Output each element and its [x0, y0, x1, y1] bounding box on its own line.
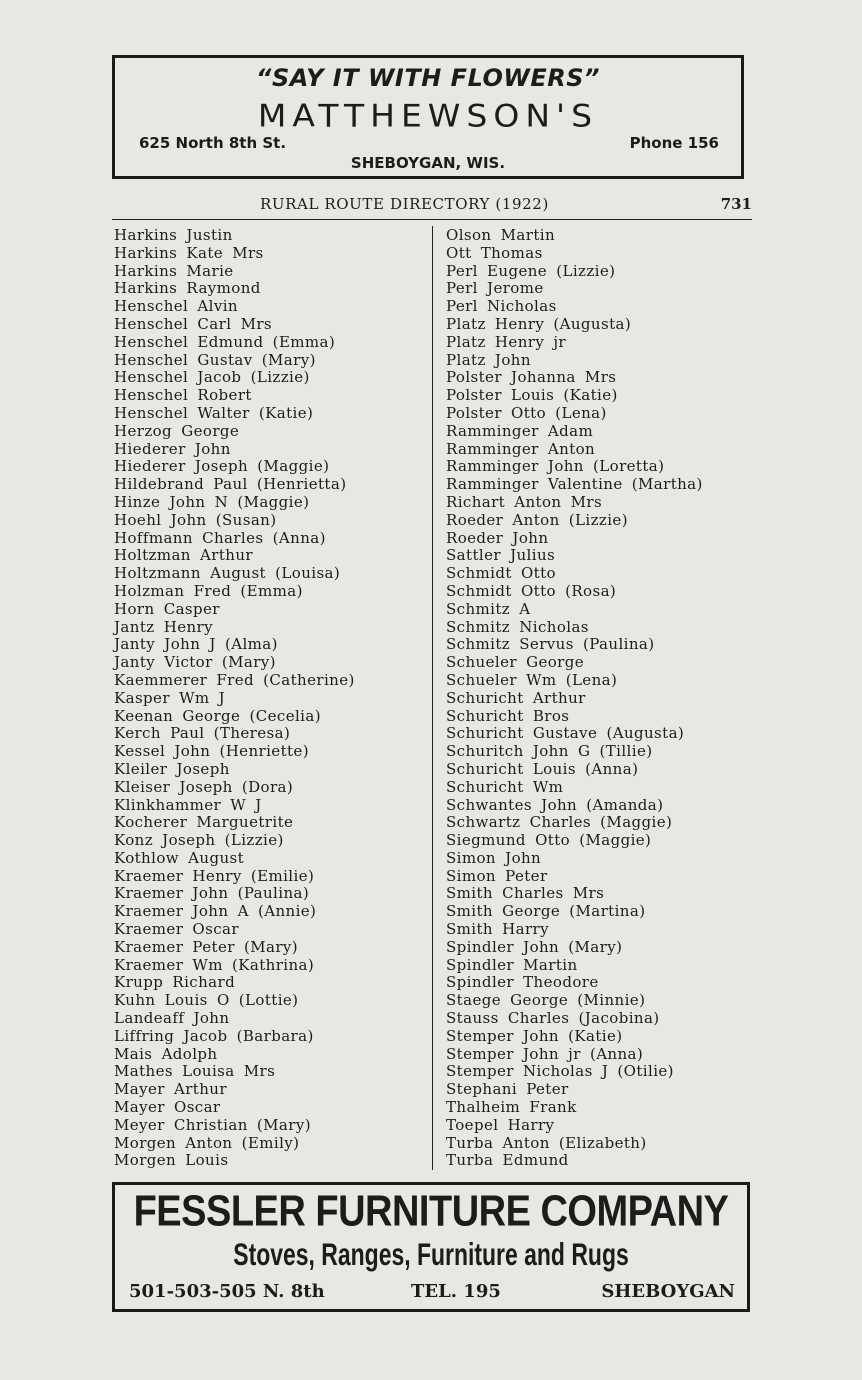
directory-entry: Schuricht Arthur [446, 688, 586, 707]
directory-entry: Morgen Louis [114, 1151, 229, 1170]
ad-address: 625 North 8th St. [139, 134, 287, 152]
directory-entry: Richart Anton Mrs [446, 492, 603, 511]
ad-bottom-telephone: TEL. 195 [411, 1281, 501, 1302]
directory-entry: Henschel Alvin [114, 297, 238, 316]
directory-entry: Perl Jerome [446, 279, 544, 298]
directory-entry: Herzog George [114, 421, 240, 440]
directory-entry: Ramminger Valentine (Martha) [446, 475, 703, 494]
directory-entry: Kraemer Peter (Mary) [114, 937, 299, 956]
directory-entry: Harkins Kate Mrs [114, 243, 264, 262]
directory-entry: Kothlow August [114, 848, 245, 867]
directory-entry: Holtzmann August (Louisa) [114, 564, 341, 583]
directory-entry: Perl Eugene (Lizzie) [446, 261, 616, 280]
page-header [112, 193, 752, 217]
directory-entry: Kraemer Henry (Emilie) [114, 866, 315, 885]
directory-entry: Roeder John [446, 528, 549, 547]
directory-entry: Toepel Harry [446, 1115, 555, 1134]
directory-entry: Roeder Anton (Lizzie) [446, 510, 628, 529]
directory-entry: Kraemer John (Paulina) [114, 884, 310, 903]
directory-entry: Schmitz Servus (Paulina) [446, 635, 655, 654]
directory-entry: Smith Charles Mrs [446, 884, 605, 903]
directory-entry: Simon Peter [446, 866, 548, 885]
directory-entry: Krupp Richard [114, 973, 236, 992]
directory-entry: Schuricht Wm [446, 777, 564, 796]
directory-entry: Polster Johanna Mrs [446, 368, 617, 387]
directory-entry: Smith Harry [446, 920, 549, 939]
directory-entry: Harkins Raymond [114, 279, 261, 298]
directory-entry: Holzman Fred (Emma) [114, 581, 303, 600]
directory-entry: Janty John J (Alma) [114, 635, 278, 654]
directory-entry: Platz Henry jr [446, 332, 566, 351]
directory-entry: Schuricht Louis (Anna) [446, 759, 639, 778]
directory-entry: Turba Anton (Elizabeth) [446, 1133, 647, 1152]
directory-entry: Schmitz Nicholas [446, 617, 589, 636]
directory-entry: Henschel Edmund (Emma) [114, 332, 336, 351]
ad-business-name: MATTHEWSON'S [257, 96, 599, 135]
directory-entry: Polster Otto (Lena) [446, 403, 607, 422]
directory-entry: Mayer Oscar [114, 1098, 221, 1117]
directory-entry: Schmitz A [446, 599, 531, 618]
directory-entry: Kaemmerer Fred (Catherine) [114, 670, 355, 689]
directory-entry: Harkins Justin [114, 226, 233, 244]
directory-entry: Hinze John N (Maggie) [114, 492, 310, 511]
directory-entry: Schwantes John (Amanda) [446, 795, 664, 814]
directory-entry: Klinkhammer W J [114, 795, 262, 814]
ad-bottom-city: SHEBOYGAN [601, 1281, 735, 1302]
directory-entry: Schmidt Otto (Rosa) [446, 581, 617, 600]
ad-bottom-address: 501-503-505 N. 8th [129, 1281, 325, 1302]
directory-entry: Ramminger John (Loretta) [446, 457, 665, 476]
ad-tagline: Stoves, Ranges, Furniture and Rugs [233, 1237, 629, 1272]
directory-entry: Harkins Marie [114, 261, 234, 280]
directory-entry: Kleiler Joseph [114, 759, 230, 778]
directory-entry: Schwartz Charles (Maggie) [446, 813, 673, 832]
directory-entry: Henschel Jacob (Lizzie) [114, 368, 310, 387]
directory-entry: Janty Victor (Mary) [114, 653, 276, 672]
directory-entry: Kraemer Wm (Kathrina) [114, 955, 315, 974]
ad-phone: Phone 156 [629, 134, 719, 152]
directory-entry: Schueler Wm (Lena) [446, 670, 618, 689]
ad-slogan: “SAY IT WITH FLOWERS” [256, 64, 600, 92]
directory-entry: Horn Casper [114, 599, 220, 618]
directory-entry: Liffring Jacob (Barbara) [114, 1026, 314, 1045]
directory-entry: Kerch Paul (Theresa) [114, 724, 291, 743]
directory-entry: Schuritch John G (Tillie) [446, 742, 653, 761]
directory-entry: Meyer Christian (Mary) [114, 1115, 311, 1134]
directory-entry: Kocherer Marguetrite [114, 813, 294, 832]
directory-entry: Ott Thomas [446, 243, 543, 262]
directory-column-left [114, 227, 428, 1170]
directory-entry: Henschel Gustav (Mary) [114, 350, 316, 369]
directory-entry: Morgen Anton (Emily) [114, 1133, 300, 1152]
directory-entry: Stemper John (Katie) [446, 1026, 623, 1045]
directory-entry: Smith George (Martina) [446, 902, 646, 921]
directory-entry: Holtzman Arthur [114, 546, 253, 565]
directory-entry: Hildebrand Paul (Henrietta) [114, 475, 347, 494]
directory-entry: Stemper Nicholas J (Otilie) [446, 1062, 674, 1081]
ad-city: SHEBOYGAN, WIS. [350, 154, 506, 172]
directory-entry: Henschel Robert [114, 386, 252, 405]
directory-entry: Kuhn Louis O (Lottie) [114, 991, 299, 1010]
directory-entry: Konz Joseph (Lizzie) [114, 831, 284, 850]
directory-entry: Hoehl John (Susan) [114, 510, 277, 529]
directory-entry: Ramminger Adam [446, 421, 594, 440]
directory-entry: Stemper John jr (Anna) [446, 1044, 644, 1063]
directory-entry: Hiederer Joseph (Maggie) [114, 457, 330, 476]
directory-entry: Keenan George (Cecelia) [114, 706, 321, 725]
directory-entry: Spindler John (Mary) [446, 937, 623, 956]
directory-entry: Ramminger Anton [446, 439, 596, 458]
directory-entry: Perl Nicholas [446, 297, 557, 316]
directory-entry: Henschel Carl Mrs [114, 314, 273, 333]
directory-entry: Hoffmann Charles (Anna) [114, 528, 326, 547]
directory-entry: Kraemer Oscar [114, 920, 239, 939]
matthewsons-advertisement [112, 55, 744, 179]
fessler-advertisement [112, 1182, 750, 1312]
directory-entry: Thalheim Frank [446, 1098, 577, 1117]
page-number: 731 [720, 195, 752, 213]
directory-entry: Staege George (Minnie) [446, 991, 646, 1010]
directory-entry: Kleiser Joseph (Dora) [114, 777, 294, 796]
directory-entry: Kasper Wm J [114, 688, 226, 707]
directory-entry: Olson Martin [446, 226, 556, 244]
directory-entry: Stauss Charles (Jacobina) [446, 1009, 660, 1028]
directory-entry: Schueler George [446, 653, 585, 672]
directory-entry: Schuricht Gustave (Augusta) [446, 724, 685, 743]
directory-entry: Stephani Peter [446, 1080, 569, 1099]
directory-entry: Mathes Louisa Mrs [114, 1062, 276, 1081]
directory-entry: Siegmund Otto (Maggie) [446, 831, 652, 850]
directory-entry: Mais Adolph [114, 1044, 218, 1063]
directory-entry: Spindler Theodore [446, 973, 599, 992]
directory-entry: Hiederer John [114, 439, 231, 458]
directory-entry: Kessel John (Henriette) [114, 742, 309, 761]
directory-entry: Kraemer John A (Annie) [114, 902, 317, 921]
directory-entry: Sattler Julius [446, 546, 556, 565]
directory-entry: Spindler Martin [446, 955, 578, 974]
directory-entry: Polster Louis (Katie) [446, 386, 618, 405]
column-divider [432, 226, 433, 1170]
directory-entry: Landeaff John [114, 1009, 230, 1028]
header-divider [112, 219, 752, 220]
directory-entry: Jantz Henry [114, 617, 213, 636]
directory-column-right [446, 227, 746, 1170]
directory-entry: Schuricht Bros [446, 706, 570, 725]
directory-entry: Platz John [446, 350, 531, 369]
directory-entry: Mayer Arthur [114, 1080, 227, 1099]
directory-entry: Schmidt Otto [446, 564, 556, 583]
directory-entry: Platz Henry (Augusta) [446, 314, 632, 333]
directory-entry: Simon John [446, 848, 542, 867]
directory-entry: Henschel Walter (Katie) [114, 403, 314, 422]
page-title: RURAL ROUTE DIRECTORY (1922) [260, 195, 549, 213]
directory-entry: Turba Edmund [446, 1151, 569, 1170]
ad-company-name: FESSLER FURNITURE COMPANY [133, 1187, 729, 1237]
